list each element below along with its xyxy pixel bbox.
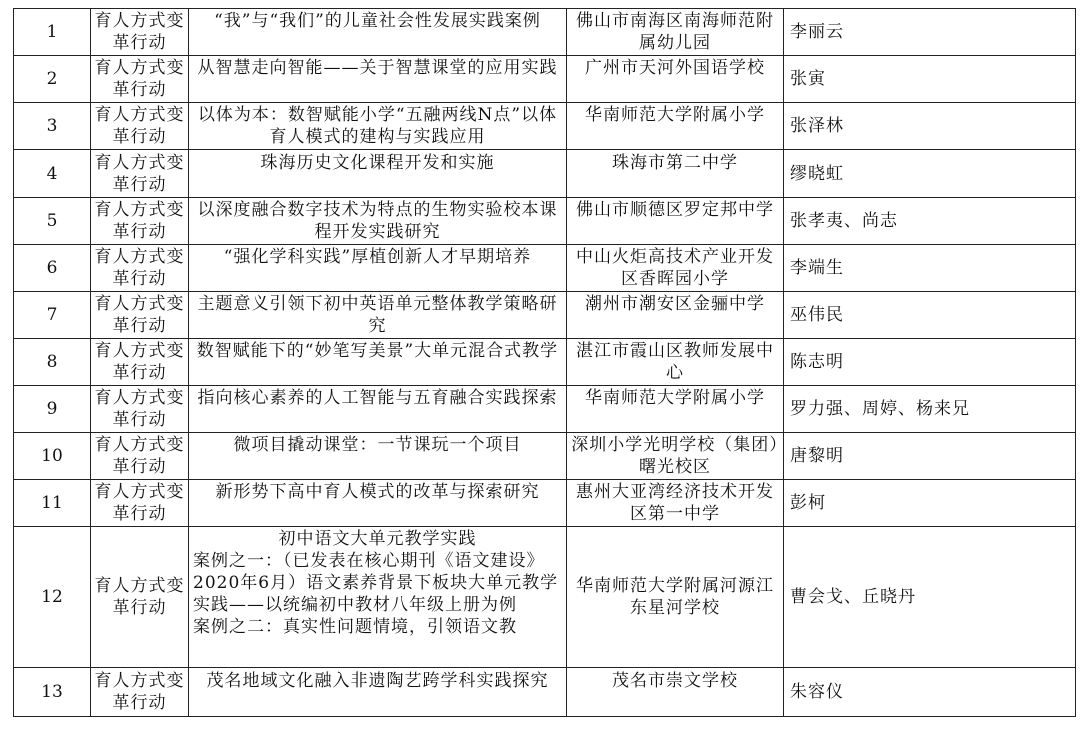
row-number: 5 bbox=[14, 198, 91, 245]
table-row bbox=[14, 56, 1076, 103]
category-cell: 育人方式变革行动 bbox=[91, 150, 189, 198]
person-cell: 陈志明 bbox=[784, 339, 1076, 386]
school-cell: 中山火炬高技术产业开发区香晖园小学 bbox=[567, 245, 784, 292]
title-cell: 主题意义引领下初中英语单元整体教学策略研究 bbox=[189, 292, 567, 339]
title-cell: “强化学科实践”厚植创新人才早期培养 bbox=[189, 245, 567, 292]
title-cell: 珠海历史文化课程开发和实施 bbox=[189, 150, 567, 198]
title-cell: 新形势下高中育人模式的改革与探索研究 bbox=[189, 480, 567, 527]
row-number: 6 bbox=[14, 245, 91, 292]
title-cell: “我”与“我们”的儿童社会性发展实践案例 bbox=[189, 9, 567, 56]
person-cell: 缪晓虹 bbox=[784, 150, 1076, 198]
title-cell: 指向核心素养的人工智能与五育融合实践探索 bbox=[189, 386, 567, 433]
table-row bbox=[14, 480, 1076, 527]
project-table bbox=[13, 8, 1076, 717]
row-number: 7 bbox=[14, 292, 91, 339]
title-cell: 茂名地域文化融入非遗陶艺跨学科实践探究 bbox=[189, 668, 567, 717]
row-number: 10 bbox=[14, 433, 91, 480]
school-cell: 湛江市霞山区教师发展中心 bbox=[567, 339, 784, 386]
table-row bbox=[14, 386, 1076, 433]
school-cell: 茂名市崇文学校 bbox=[567, 668, 784, 717]
school-cell: 佛山市南海区南海师范附属幼儿园 bbox=[567, 9, 784, 56]
person-cell: 唐黎明 bbox=[784, 433, 1076, 480]
table-row bbox=[14, 245, 1076, 292]
row-number: 13 bbox=[14, 668, 91, 717]
person-cell: 曹会戈、丘晓丹 bbox=[784, 527, 1076, 668]
school-cell: 华南师范大学附属小学 bbox=[567, 386, 784, 433]
school-cell: 华南师范大学附属河源江东星河学校 bbox=[567, 527, 784, 668]
table-row bbox=[14, 339, 1076, 386]
school-cell: 广州市天河外国语学校 bbox=[567, 56, 784, 103]
category-cell: 育人方式变革行动 bbox=[91, 198, 189, 245]
school-cell: 珠海市第二中学 bbox=[567, 150, 784, 198]
school-cell: 佛山市顺德区罗定邦中学 bbox=[567, 198, 784, 245]
table-row bbox=[14, 668, 1076, 717]
person-cell: 李丽云 bbox=[784, 9, 1076, 56]
category-cell: 育人方式变革行动 bbox=[91, 668, 189, 717]
category-cell: 育人方式变革行动 bbox=[91, 245, 189, 292]
category-cell: 育人方式变革行动 bbox=[91, 56, 189, 103]
title-cell: 微项目撬动课堂：一节课玩一个项目 bbox=[189, 433, 567, 480]
title-line: 案例之二：真实性问题情境，引领语文教 bbox=[193, 617, 517, 637]
row-number: 11 bbox=[14, 480, 91, 527]
category-cell: 育人方式变革行动 bbox=[91, 527, 189, 668]
title-line: 初中语文大单元教学实践 bbox=[278, 529, 477, 549]
person-cell: 张寅 bbox=[784, 56, 1076, 103]
school-cell: 深圳小学光明学校（集团）曙光校区 bbox=[567, 433, 784, 480]
table-row bbox=[14, 198, 1076, 245]
title-line: 案例之一：（已发表在核心期刊《语文建设》2020年6月）语文素养背景下板块大单元教学实践——以统编初中教材八年级上册为例 bbox=[193, 551, 559, 615]
category-cell: 育人方式变革行动 bbox=[91, 386, 189, 433]
row-number: 9 bbox=[14, 386, 91, 433]
person-cell: 张孝夷、尚志 bbox=[784, 198, 1076, 245]
category-cell: 育人方式变革行动 bbox=[91, 9, 189, 56]
category-cell: 育人方式变革行动 bbox=[91, 480, 189, 527]
school-cell: 惠州大亚湾经济技术开发区第一中学 bbox=[567, 480, 784, 527]
person-cell: 朱容仪 bbox=[784, 668, 1076, 717]
school-cell: 潮州市潮安区金骊中学 bbox=[567, 292, 784, 339]
title-cell bbox=[189, 527, 567, 668]
table-row bbox=[14, 292, 1076, 339]
person-cell: 彭柯 bbox=[784, 480, 1076, 527]
school-cell: 华南师范大学附属小学 bbox=[567, 103, 784, 150]
category-cell: 育人方式变革行动 bbox=[91, 339, 189, 386]
table-row bbox=[14, 9, 1076, 56]
row-number: 12 bbox=[14, 527, 91, 668]
row-number: 3 bbox=[14, 103, 91, 150]
title-cell: 从智慧走向智能——关于智慧课堂的应用实践 bbox=[189, 56, 567, 103]
category-cell: 育人方式变革行动 bbox=[91, 103, 189, 150]
title-cell: 以体为本：数智赋能小学“五融两线N点”以体育人模式的建构与实践应用 bbox=[189, 103, 567, 150]
row-number: 1 bbox=[14, 9, 91, 56]
person-cell: 李端生 bbox=[784, 245, 1076, 292]
table-row bbox=[14, 103, 1076, 150]
table-row bbox=[14, 527, 1076, 668]
category-cell: 育人方式变革行动 bbox=[91, 292, 189, 339]
title-cell: 数智赋能下的“妙笔写美景”大单元混合式教学 bbox=[189, 339, 567, 386]
row-number: 4 bbox=[14, 150, 91, 198]
person-cell: 巫伟民 bbox=[784, 292, 1076, 339]
table-row bbox=[14, 150, 1076, 198]
person-cell: 张泽林 bbox=[784, 103, 1076, 150]
row-number: 8 bbox=[14, 339, 91, 386]
title-cell: 以深度融合数字技术为特点的生物实验校本课程开发实践研究 bbox=[189, 198, 567, 245]
person-cell: 罗力强、周婷、杨来兄 bbox=[784, 386, 1076, 433]
row-number: 2 bbox=[14, 56, 91, 103]
category-cell: 育人方式变革行动 bbox=[91, 433, 189, 480]
table-row bbox=[14, 433, 1076, 480]
